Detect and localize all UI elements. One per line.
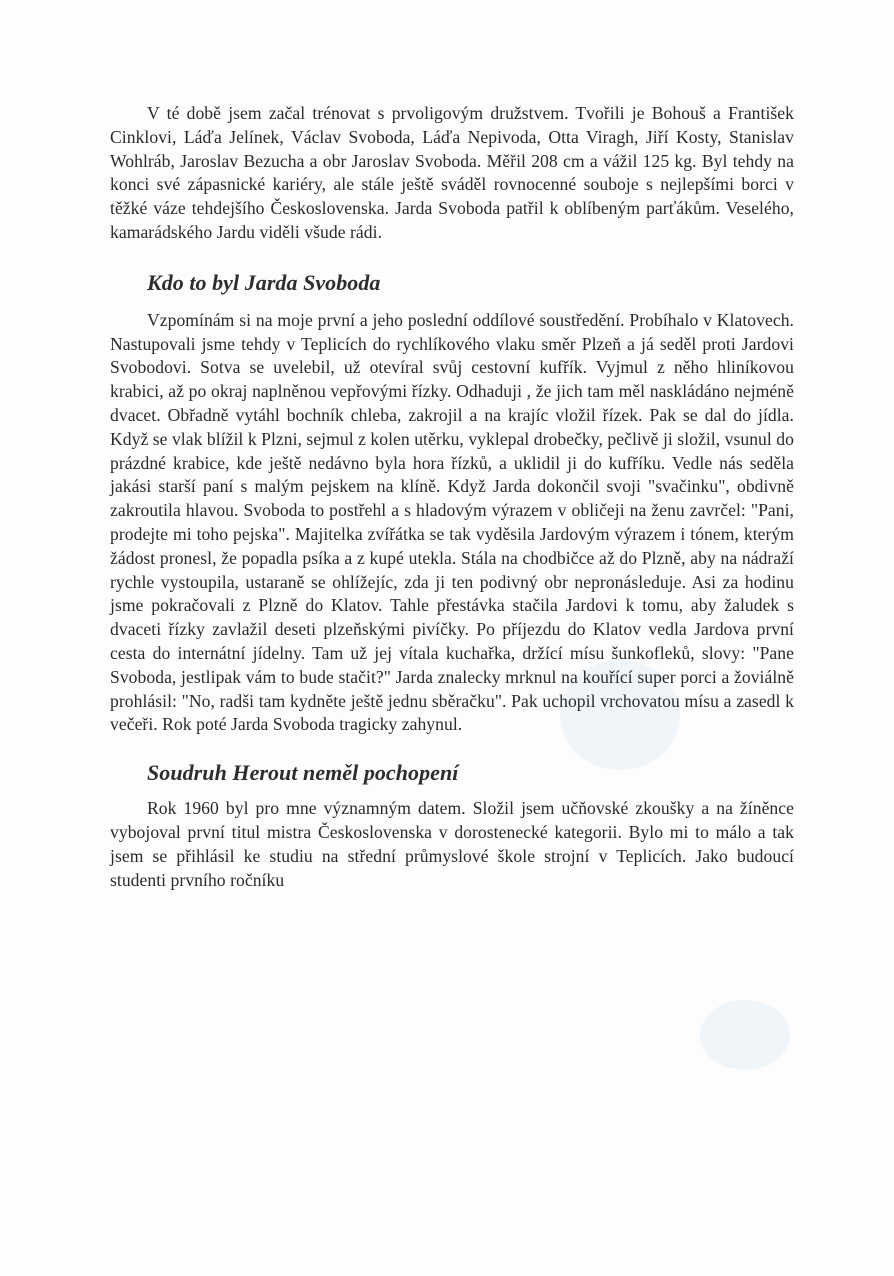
scan-artifact — [700, 1000, 790, 1070]
section-heading-jarda-svoboda: Kdo to byl Jarda Svoboda — [147, 269, 381, 295]
document-body — [110, 90, 794, 892]
paragraph-3: Rok 1960 byl pro mne významným datem. Složil jsem učňovské zkoušky a na žíněnce vybojoval první titul mistra Československa v dorostenecké kategorii. Bylo mi to málo a tak jsem se přihlásil ke studiu na střední průmyslové škole strojní v Teplicích. Jako budoucí studenti prvního ročníku — [110, 798, 794, 890]
paragraph-1: V té době jsem začal trénovat s prvoligovým družstvem. Tvořili je Bohouš a František Cinklovi, Láďa Jelínek, Václav Svoboda, Láďa Nepivoda, Otta Viragh, Jiří Kosty, Stanislav Wohlráb, Jaroslav Bezucha a obr Jaroslav Svoboda. Měřil 208 cm a vážil 125 kg. Byl tehdy na konci své zápasnické kariéry, ale stále ještě sváděl rovnocenné souboje s nejlepšími borci v těžké váze tehdejšího Československa. Jarda Svoboda patřil k oblíbeným parťákům. Veselého, kamarádského Jardu viděli všude rádi. — [110, 103, 794, 242]
section-heading-herout: Soudruh Herout neměl pochopení — [147, 760, 459, 786]
paragraph-2: Vzpomínám si na moje první a jeho poslední oddílové soustředění. Probíhalo v Klatovech. Nastupovali jsme tehdy v Teplicích do rychlíkového vlaku směr Plzeň a já seděl proti Jardovi Svobodovi. Sotva se uvelebil, už otevíral svůj cestovní kufřík. Vyjmul z něho hliníkovou krabici, až po okraj naplněnou vepřovými řízky. Odhaduji , že jich tam měl naskládáno nejméně dvacet. Obřadně vytáhl bochník chleba, zakrojil a na krajíc vložil řízek. Pak se dal do jídla. Když se vlak blížil k Plzni, sejmul z kolen utěrku, vyklepal drobečky, pečlivě ji složil, vsunul do prázdné krabice, kde ještě nedávno byla hora řízků, a uklidil ji do kufříku. Vedle nás seděla jakási starší paní s malým pejskem na klíně. Když Jarda dokončil svoji "svačinku", obdivně zakroutila hlavou. Svoboda to postřehl a s hladovým výrazem v obličeji na ženu zavrčel: "Pani, prodejte mi toho pejska". Majitelka zvířátka se tak vyděsila Jardovým výrazem i tónem, kterým žádost pronesl, že popadla psíka a z kupé utekla. Stála na chodbičce až do Plzně, aby na nádraží rychle vystoupila, ustaraně se ohlížejíc, zda ji ten podivný obr nepronásleduje. Asi za hodinu jsme pokračovali z Plzně do Klatov. Tahle přestávka stačila Jardovi k tomu, aby žaludek s dvaceti řízky zavlažil deseti plzeňskými pivíčky. Po příjezdu do Klatov vedla Jardova první cesta do internátní jídelny. Tam už jej vítala kuchařka, držící mísu šunkofleků, slovy: "Pane Svoboda, jestlipak vám to bude stačit?" Jarda znalecky mrknul na kouřící super porci a žoviálně prohlásil: "No, radši tam kydněte ještě jednu sběračku". Pak uchopil vrchovatou mísu a zasedl k večeři. Rok poté Jarda Svoboda tragicky zahynul. — [110, 309, 794, 735]
